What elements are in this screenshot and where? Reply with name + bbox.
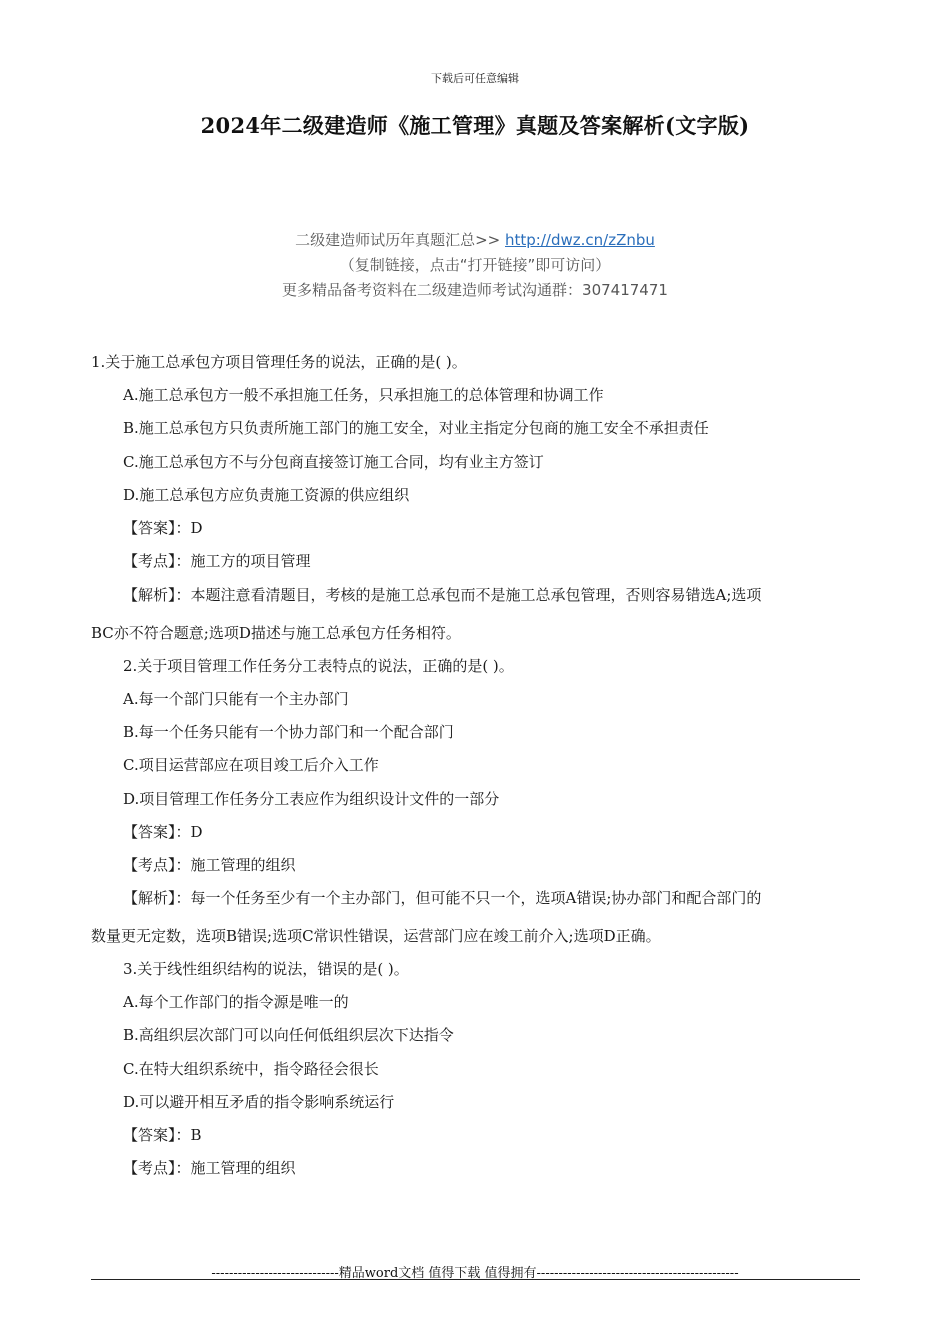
promo-line-3: 更多精品备考资料在二级建造师考试沟通群：307417471 <box>282 281 668 299</box>
question-2-option-a: A.每一个部门只能有一个主办部门 <box>123 690 349 708</box>
question-1-answer: 【答案】：D <box>123 519 203 537</box>
footer-banner: -----------------------------精品word文档 值得下载 值得拥有---------------------------------------------- <box>211 1266 739 1281</box>
question-3-point: 【考点】：施工管理的组织 <box>123 1159 296 1177</box>
question-1-point: 【考点】：施工方的项目管理 <box>123 552 311 570</box>
question-2-point: 【考点】：施工管理的组织 <box>123 856 296 874</box>
question-1-analysis-cont: BC亦不符合题意;选项D描述与施工总承包方任务相符。 <box>91 624 461 642</box>
promo-line-2: （复制链接，点击“打开链接”即可访问） <box>339 256 611 274</box>
question-3-stem: 3.关于线性组织结构的说法，错误的是( )。 <box>123 960 409 978</box>
promo-link[interactable]: http://dwz.cn/zZnbu <box>505 231 655 249</box>
question-1-option-d: D.施工总承包方应负责施工资源的供应组织 <box>123 486 410 504</box>
question-2-stem: 2.关于项目管理工作任务分工表特点的说法，正确的是( )。 <box>123 657 514 675</box>
question-1-option-b: B.施工总承包方只负责所施工部门的施工安全，对业主指定分包商的施工安全不承担责任 <box>123 419 709 437</box>
question-2-option-d: D.项目管理工作任务分工表应作为组织设计文件的一部分 <box>123 790 500 808</box>
question-3-answer: 【答案】：B <box>123 1126 202 1144</box>
question-3-option-d: D.可以避开相互矛盾的指令影响系统运行 <box>123 1093 395 1111</box>
question-2-answer: 【答案】：D <box>123 823 203 841</box>
question-2-option-c: C.项目运营部应在项目竣工后介入工作 <box>123 756 379 774</box>
footer-divider <box>91 1279 860 1280</box>
question-1-analysis: 【解析】：本题注意看清题目，考核的是施工总承包而不是施工总承包管理，否则容易错选A;选项 <box>123 586 762 604</box>
question-1-option-a: A.施工总承包方一般不承担施工任务，只承担施工的总体管理和协调工作 <box>123 386 604 404</box>
question-1-stem: 1.关于施工总承包方项目管理任务的说法，正确的是( )。 <box>91 353 467 371</box>
promo-text: 二级建造师试历年真题汇总>> <box>295 231 505 249</box>
question-3-option-a: A.每个工作部门的指令源是唯一的 <box>123 993 349 1011</box>
question-2-analysis-cont: 数量更无定数，选项B错误;选项C常识性错误，运营部门应在竣工前介入;选项D正确。 <box>91 927 661 945</box>
question-1-option-c: C.施工总承包方不与分包商直接签订施工合同，均有业主方签订 <box>123 453 544 471</box>
question-3-option-b: B.高组织层次部门可以向任何低组织层次下达指令 <box>123 1026 454 1044</box>
question-2-analysis: 【解析】：每一个任务至少有一个主办部门，但可能不只一个，选项A错误;协办部门和配合部门的 <box>123 889 762 907</box>
question-2-option-b: B.每一个任务只能有一个协力部门和一个配合部门 <box>123 723 454 741</box>
question-3-option-c: C.在特大组织系统中，指令路径会很长 <box>123 1060 379 1078</box>
header-note: 下载后可任意编辑 <box>431 72 519 85</box>
document-title: 2024年二级建造师《施工管理》真题及答案解析(文字版) <box>200 113 750 138</box>
promo-line-1 <box>0 229 950 250</box>
